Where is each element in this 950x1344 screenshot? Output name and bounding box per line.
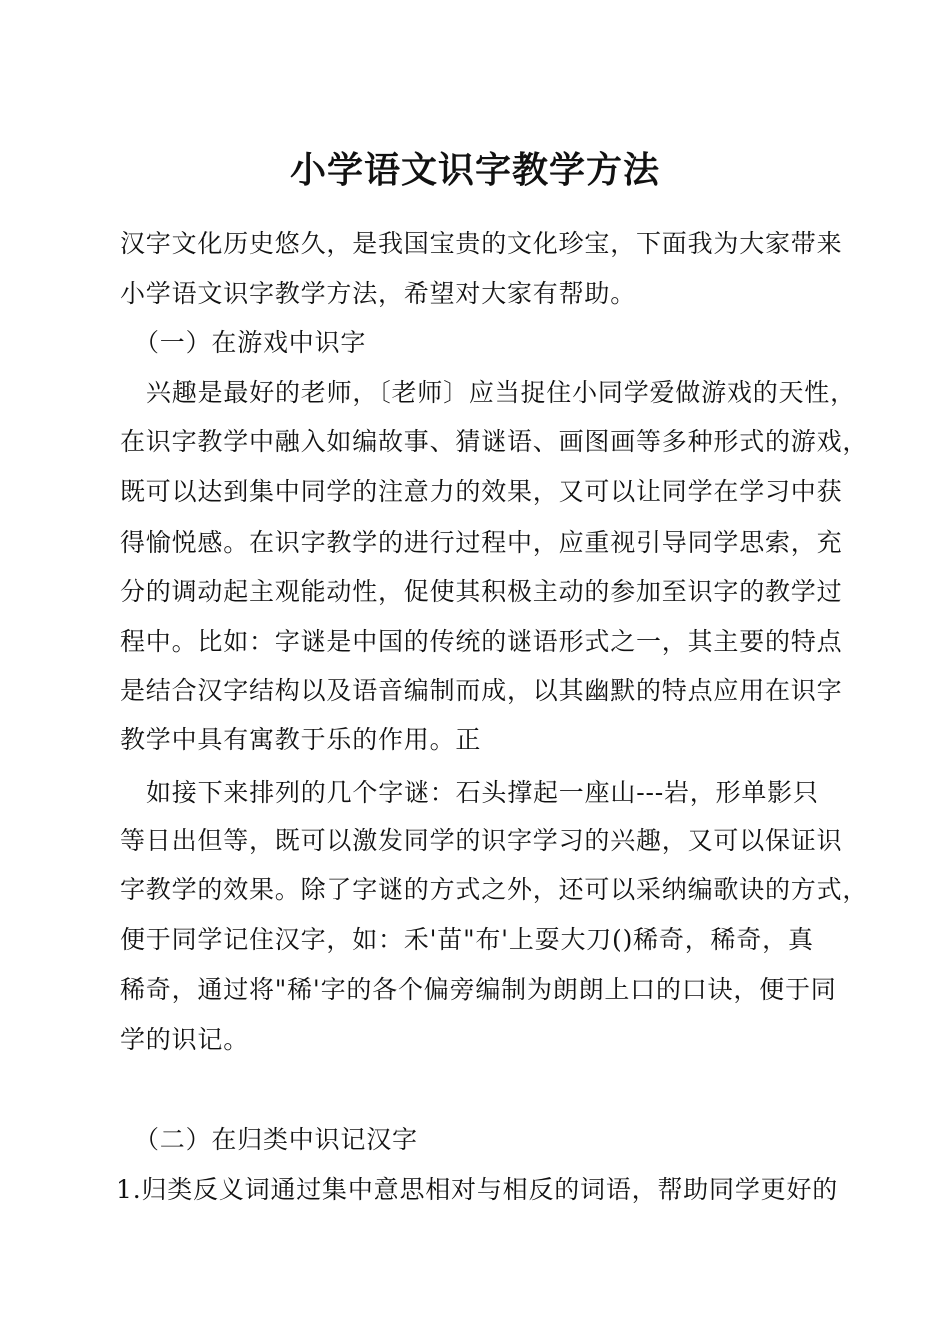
text-line: 汉字文化历史悠久，是我国宝贵的文化珍宝，下面我为大家带来 [120, 229, 843, 258]
text-line: 分的调动起主观能动性，促使其积极主动的参加至识字的教学过 [120, 577, 843, 606]
document-title: 小学语文识字教学方法 [289, 149, 660, 191]
section-heading: （二）在归类中识记汉字 [134, 1125, 418, 1154]
text-line: 1.归类反义词通过集中意思相对与相反的词语，帮助同学更好的 [116, 1175, 839, 1204]
text-line: 稀奇，通过将"稀'字的各个偏旁编制为朗朗上口的口诀，便于同 [120, 975, 837, 1004]
text-line: 教学中具有寓教于乐的作用。正 [120, 725, 482, 754]
text-line: 既可以达到集中同学的注意力的效果，又可以让同学在学习中获 [120, 477, 843, 506]
text-line: 如接下来排列的几个字谜：石头撑起一座山---岩，形单影只 [146, 778, 819, 807]
text-line: 小学语文识字教学方法，希望对大家有帮助。 [120, 279, 637, 308]
text-line: 等日出但等，既可以激发同学的识字学习的兴趣，又可以保证识 [120, 826, 843, 855]
text-line: 是结合汉字结构以及语音编制而成，以其幽默的特点应用在识字 [120, 676, 843, 705]
text-line: 得愉悦感。在识字教学的进行过程中，应重视引导同学思索，充 [120, 528, 843, 557]
text-line: 在识字教学中融入如编故事、猜谜语、画图画等多种形式的游戏， [120, 427, 869, 456]
text-line: 学的识记。 [120, 1025, 250, 1054]
text-line: 字教学的效果。除了字谜的方式之外，还可以采纳编歌诀的方式， [120, 875, 869, 904]
text-line: 兴趣是最好的老师，〔老师〕应当捉住小同学爱做游戏的天性， [146, 378, 856, 407]
text-line: 便于同学记住汉字，如：禾'苗"布'上耍大刀()稀奇，稀奇，真 [120, 925, 814, 954]
text-line: 程中。比如：字谜是中国的传统的谜语形式之一，其主要的特点 [120, 627, 843, 656]
section-heading: （一）在游戏中识字 [134, 328, 367, 357]
